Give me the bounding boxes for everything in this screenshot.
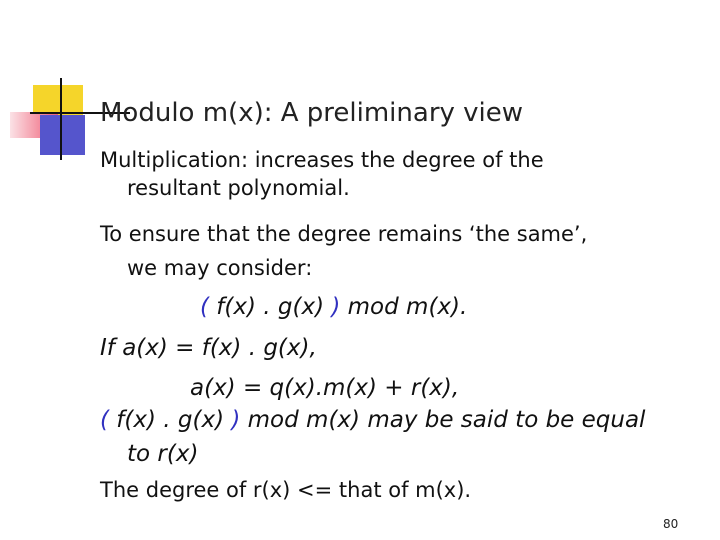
formula-product: f(x) . g(x) <box>216 294 332 320</box>
slide-title: Modulo m(x): A preliminary view <box>100 98 524 128</box>
formula-mod: mod m(x) may be said to be equal <box>240 407 646 433</box>
formula-line <box>200 294 467 320</box>
formula-line: a(x) = q(x).m(x) + r(x), <box>190 375 460 401</box>
formula-line: If a(x) = f(x) . g(x), <box>100 335 317 361</box>
text-line: we may consider: <box>127 256 313 280</box>
open-paren: ( <box>100 407 117 433</box>
open-paren: ( <box>200 294 217 320</box>
formula-product: f(x) . g(x) <box>116 407 232 433</box>
page-number: 80 <box>663 517 679 531</box>
text-line: The degree of r(x) <= that of m(x). <box>100 478 472 502</box>
formula-line <box>100 407 645 433</box>
close-paren: ) <box>231 407 241 433</box>
close-paren: ) <box>331 294 341 320</box>
formula-mod: mod m(x). <box>340 294 468 320</box>
formula-line: to r(x) <box>127 441 199 467</box>
decor-vertical-line <box>60 78 62 160</box>
text-line: resultant polynomial. <box>127 176 350 200</box>
text-line: Multiplication: increases the degree of the <box>100 148 544 172</box>
decor-blue-square <box>40 115 85 155</box>
text-line: To ensure that the degree remains ‘the same’, <box>100 222 588 246</box>
